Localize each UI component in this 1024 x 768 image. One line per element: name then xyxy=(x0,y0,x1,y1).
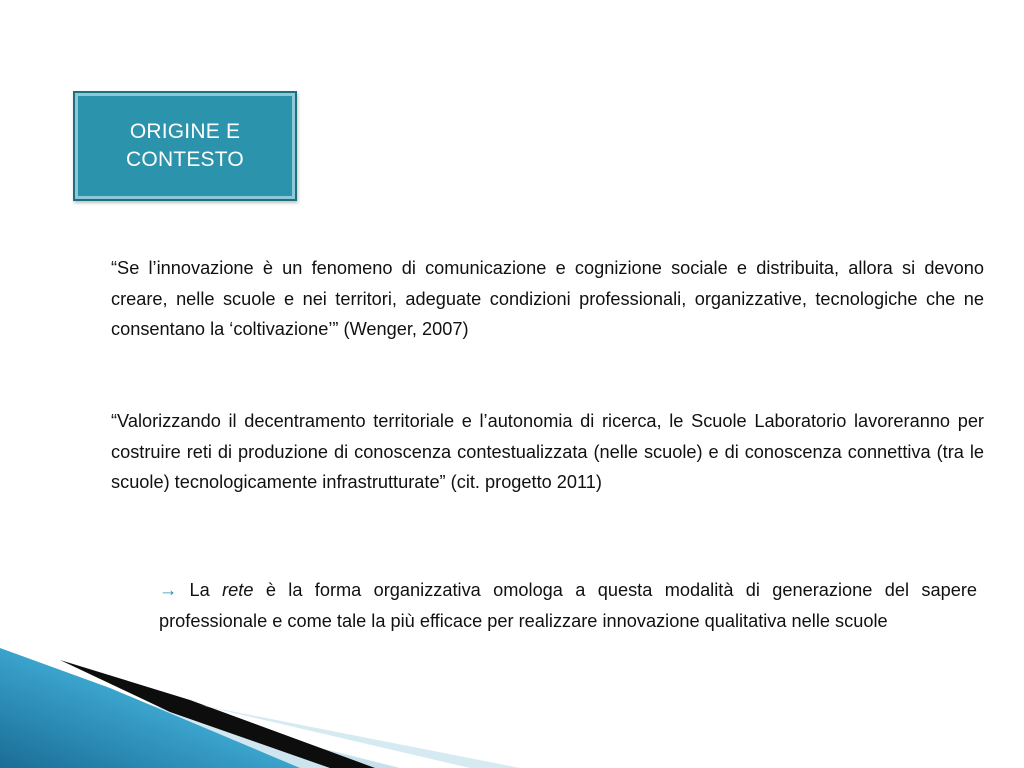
note-emphasis: rete xyxy=(222,580,254,600)
right-arrow-icon: → xyxy=(159,580,178,600)
note-lead: La xyxy=(177,580,223,600)
blue-wave xyxy=(0,648,300,768)
note-rest: è la forma organizzativa omologa a questa modalità di generazione del sapere professionale e come tale la più efficace per realizzare innovazione qualitativa nelle scuole xyxy=(159,580,977,631)
quote-wenger: “Se l’innovazione è un fenomeno di comunicazione e cognizione sociale e distribuita, allora si devono creare, nelle scuole e nei territori, adeguate condizioni professionali, organizzative, tecnologiche che ne consentano la ‘coltivazione’” (Wenger, 2007) xyxy=(111,258,984,339)
quote-progetto: “Valorizzando il decentramento territoriale e l’autonomia di ricerca, le Scuole Laboratorio lavoreranno per costruire reti di produzione di conoscenza contestualizzata (nelle scuole) e di conoscenza connettiva (tra le scuole) tecnologicamente infrastrutturate” (cit. progetto 2011) xyxy=(111,411,984,492)
slide-title: ORIGINE E CONTESTO xyxy=(126,120,244,171)
